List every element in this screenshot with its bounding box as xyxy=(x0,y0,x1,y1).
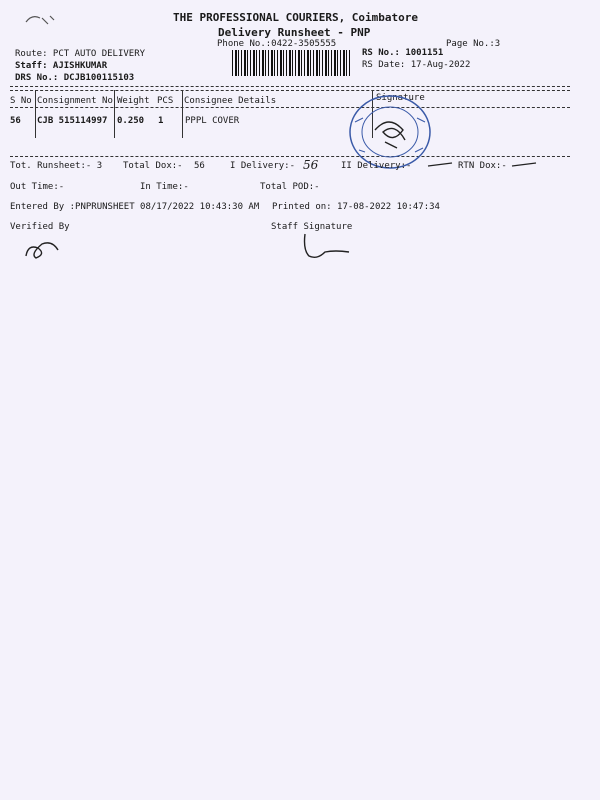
out-time: Out Time:- xyxy=(10,182,65,192)
header-consignment: Consignment No xyxy=(37,96,113,106)
rs-date: RS Date: 17-Aug-2022 xyxy=(362,60,471,70)
verified-signature xyxy=(22,236,64,266)
header-pcs: PCS xyxy=(157,96,174,106)
column-divider xyxy=(35,90,36,138)
company-stamp xyxy=(345,92,435,172)
ii-delivery-dash-mark xyxy=(426,160,456,170)
staff-signature-label: Staff Signature xyxy=(271,222,353,232)
header-weight: Weight xyxy=(117,96,150,106)
ii-delivery-label: II Delivery:- xyxy=(341,161,412,171)
cell-sno: 56 xyxy=(10,116,21,126)
company-name: THE PROFESSIONAL COURIERS, Coimbatore xyxy=(173,11,419,24)
header-signature: Signature xyxy=(376,93,425,103)
total-dox-label: Total Dox:- xyxy=(123,161,183,171)
i-delivery-handwritten: 56 xyxy=(303,158,319,172)
staff-name: Staff: AJISHKUMAR xyxy=(15,61,108,71)
entered-by: Entered By :PNPRUNSHEET 08/17/2022 10:43:30 AM xyxy=(10,202,260,212)
table-bottom-rule xyxy=(10,156,570,157)
phone-number: Phone No.:0422-3505555 xyxy=(217,39,337,49)
cell-consignment: CJB 515114997 xyxy=(37,116,108,126)
header-consignee: Consignee Details xyxy=(184,96,277,106)
cell-pcs: 1 xyxy=(158,116,164,126)
column-divider xyxy=(114,90,115,138)
top-left-pen-mark xyxy=(24,12,64,28)
i-delivery-label: I Delivery:- xyxy=(230,161,296,171)
total-dox-value: 56 xyxy=(194,161,205,171)
printed-on: Printed on: 17-08-2022 10:47:34 xyxy=(272,202,440,212)
page-number: Page No.:3 xyxy=(446,39,501,49)
rs-number: RS No.: 1001151 xyxy=(362,48,444,58)
barcode xyxy=(232,50,352,76)
table-header-rule xyxy=(10,107,570,108)
table-top-rule xyxy=(10,86,570,87)
rtn-dox-dash-mark xyxy=(510,160,540,170)
cell-consignee: PPPL COVER xyxy=(185,116,240,126)
drs-number: DRS No.: DCJB100115103 xyxy=(15,73,135,83)
verified-by: Verified By xyxy=(10,222,70,232)
column-divider xyxy=(182,90,183,138)
document-title: Delivery Runsheet - PNP xyxy=(218,26,371,39)
total-runsheet: Tot. Runsheet:- 3 xyxy=(10,161,103,171)
route: Route: PCT AUTO DELIVERY xyxy=(15,49,146,59)
in-time: In Time:- xyxy=(140,182,189,192)
table-top-rule-2 xyxy=(10,90,570,91)
cell-weight: 0.250 xyxy=(117,116,145,126)
staff-signature xyxy=(295,230,355,264)
rtn-dox-label: RTN Dox:- xyxy=(458,161,507,171)
total-pod: Total POD:- xyxy=(260,182,320,192)
header-sno: S No xyxy=(10,96,32,106)
